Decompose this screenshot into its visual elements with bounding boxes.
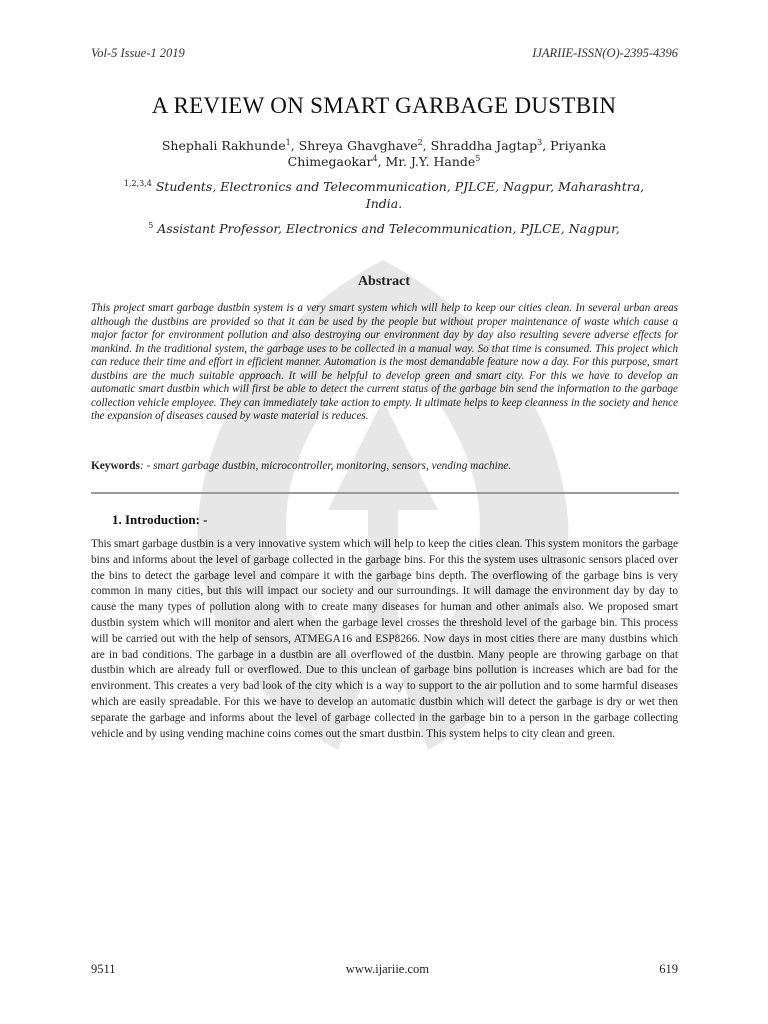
introduction-body: This smart garbage dustbin is a very innovative system which will help to keep the cities clean. This system monitors the garbage bins and informs about the level of garbage collected in the garbage bins. For this the system uses ultrasonic sensors placed over the bins to detect the garbage level and compare it with the garbage bins depth. The overflowing of the garbage bins is very common in many cities, but this will impact our society and our surroundings. It will damage the environment day by day to cause the many types of pollution along with to create many diseases for human and other animals also. We proposed smart dustbin system which will monitor and alert when the garbage level crosses the threshold level of the garbage bin. This process will be carried out with the help of sensors, ATMEGA16 and ESP8266. Now days in most cities there are many dustbins which are in bad conditions. The garbage in a dustbin are all overflowed of the dustbin. Many people are throwing garbage on that dustbin which are already full or overflowed. Due to this unclean of garbage bins pollution is increases which are bad for the environment. This creates a very bad look of the city which is a way to support to the air pollution and to some harmful diseases which are easily spreadable. For this we have to develop an automatic dustbin which will detect the garbage is dry or wet then separate the garbage and informs about the level of garbage collected in the garbage bin to a person in the garbage collecting vehicle and by using vending machine coins comes out the smart dustbin. This system helps to city clean and green. <box>91 538 678 740</box>
affiliation-index: 1,2,3,4 <box>123 178 152 188</box>
affiliation-students <box>110 178 658 212</box>
running-header <box>91 46 678 61</box>
header-volume: Vol-5 Issue-1 2019 <box>91 46 185 60</box>
section-divider <box>91 492 679 494</box>
author-name: Shephali Rakhunde <box>161 138 286 153</box>
keywords-line <box>91 460 678 472</box>
header-issn: IJARIIE-ISSN(O)-2395-4396 <box>532 46 678 60</box>
section-heading-introduction: 1. Introduction: - <box>112 512 208 527</box>
page-footer <box>91 962 678 977</box>
author-name: , Mr. J.Y. Hande <box>377 154 476 169</box>
abstract-text: This project smart garbage dustbin system is a very smart system which will help to keep our cities clean. In several urban areas although the dustbins are provided so that it can be used by the people but without proper maintenance of waste which cause a major factor for environment pollution and also destroying our environment day by day also resulting severe adverse effects for mankind. In the traditional system, the garbage uses to be collected in a manual way. So that time is consumed. This project which can reduce their time and effort in efficient manner. Automation is the most demandable feature now a day. For this purpose, smart dustbins are the much suitable approach. It will be helpful to develop green and smart city. For this we have to develop an automatic smart dustbin which will first be able to detect the current status of the garbage bin send the information to the garbage collection vehicle employee. They can immediately take action to empty. It ultimate helps to keep cleanness in the society and hence the expansion of diseases caused by waste material is reduces. <box>91 302 678 422</box>
author-list <box>150 138 618 170</box>
keywords-text: smart garbage dustbin, microcontroller, monitoring, sensors, vending machine. <box>153 460 512 472</box>
paper-title: A REVIEW ON SMART GARBAGE DUSTBIN <box>151 93 617 118</box>
affiliation-professor <box>110 220 658 237</box>
affiliation-text: Students, Electronics and Telecommunication, PJLCE, Nagpur, Maharashtra, India. <box>155 179 645 211</box>
author-index: 3 <box>537 137 543 147</box>
author-name: , Shreya Ghavghave <box>290 138 418 153</box>
author-index: 4 <box>372 153 378 163</box>
keywords-separator: : - <box>139 460 154 472</box>
affiliation-index: 5 <box>148 220 154 230</box>
author-name: , Priyanka Chimegaokar <box>287 138 607 169</box>
abstract-heading: Abstract <box>357 274 411 289</box>
footer-paper-id: 9511 <box>91 962 116 976</box>
keywords-label: Keywords <box>91 460 140 472</box>
footer-website[interactable]: www.ijariie.com <box>345 962 429 976</box>
page-number: 619 <box>659 962 678 976</box>
author-index: 5 <box>475 153 481 163</box>
author-name: , Shraddha Jagtap <box>422 138 538 153</box>
author-index: 1 <box>285 137 291 147</box>
affiliation-text: Assistant Professor, Electronics and Telecommunication, PJLCE, Nagpur, <box>157 221 620 236</box>
author-index: 2 <box>417 137 423 147</box>
